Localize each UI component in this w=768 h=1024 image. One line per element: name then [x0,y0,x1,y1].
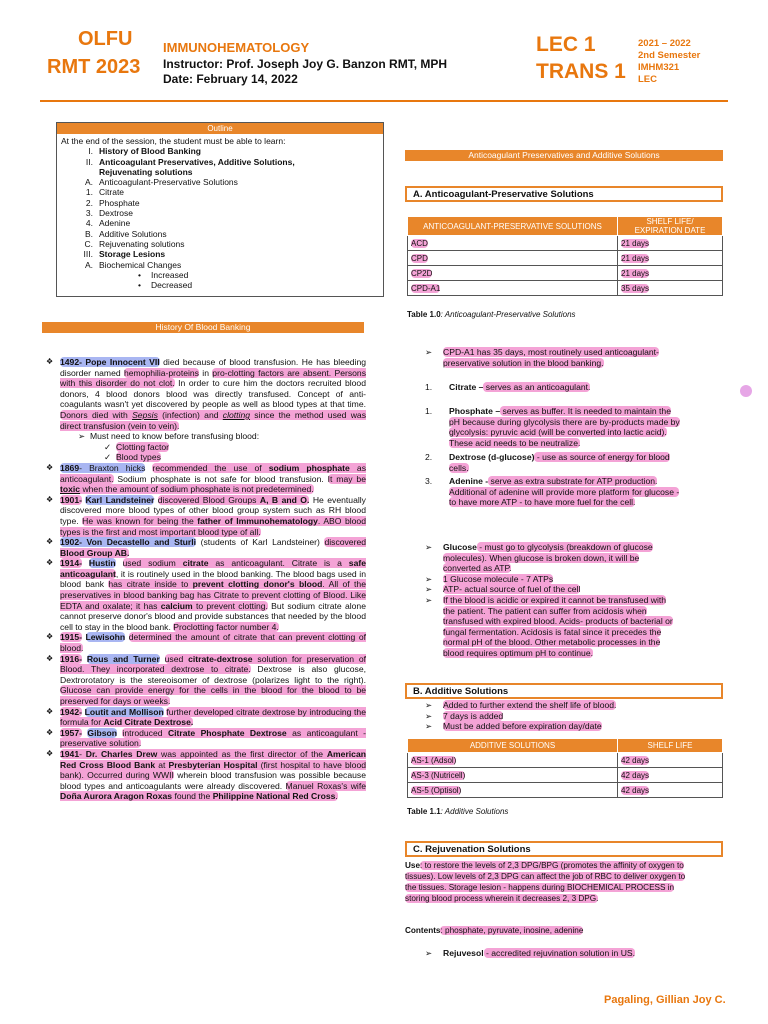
outline-item: 1. Citrate [85,187,125,198]
section-c-heading: C. Rejuvenation Solutions [405,841,723,857]
school-year: 2021 – 2022 [638,38,691,49]
history-1957: ❖ 1957- Gibson introduced Citrate Phosphate Dextrose as anticoagulant -preservative solution. [46,727,366,749]
table-row [408,236,723,251]
table2-header-solution: ADDITIVE SOLUTIONS [408,739,618,753]
batch-label: RMT 2023 [47,56,141,78]
citrate-item: 1. Citrate – serves as an anticoagulant. [425,382,591,392]
semester: 2nd Semester [638,50,701,61]
history-1901: ❖ 1901- Karl Landsteiner discovered Blood Groups A, B and O. He eventually discovered more blood types of other blood group system such as RH blood type. He was known for being the father of Immunohematology. ABO blood types is the first and most important blood type of all. [46,494,366,537]
history-1914: ❖ 1914- Hustin used sodium citrate as anticoagulant. Citrate is a safe anticoagulant, it is routinely used in the blood banking. The blood bags used in blood bank has citrate inside to prevent clotting donor's blood. All of the preservatives in blood banking bag has Citrate to prevent clotting of Blood. Like EDTA and oxalate; it has calcium to prevent clotting. But sodium citrate alone cannot preserve donor's blood and provide substances that needed by the blood cell to stay in the blood bank. Proclotting factor number 4. [46,558,366,632]
phosphate-item: 1. Phosphate – serves as buffer. It is needed to maintain the pH because during glycolysis there are by-products made by glycolysis: pyruvic acid (will be converted into lactic acid). These acid needs to be neutralize. [425,406,680,448]
cpda-note: ➢ CPD-A1 has 35 days, most routinely used anticoagulant- preservative solution in the blood banking. [425,347,659,368]
outline-item: Rejuvenating solutions [99,166,193,177]
shelf-life-cell: 42 days [618,768,723,783]
solution-cell: AS-1 (Adsol) [408,753,618,768]
solution-cell: AS-3 (Nutricell) [408,768,618,783]
adenine-item: 3. Adenine - serve as extra substrate for ATP production. Additional of adenine will provide more platform for glucose - to have more ATP - to have more fuel for the cell. [425,476,680,508]
solution-cell: CPD [408,251,618,266]
contents-line: Contents: phosphate, pyruvate, inosine, adenine [405,926,584,935]
history-check: ✓ Blood types [104,452,161,463]
outline-item: II. Anticoagulant Preservatives, Additive Solutions, [85,156,295,167]
outline-title: Outline [57,123,383,134]
outline-item: A. Biochemical Changes [84,259,182,270]
shelf-life-cell: 42 days [618,783,723,798]
shelf-life-cell: 21 days [618,251,723,266]
outline-box [56,122,384,297]
table-row [408,768,723,783]
outline-item: I. History of Blood Banking [88,146,201,157]
shelf-life-cell: 35 days [618,281,723,296]
dextrose-item: 2. Dextrose (d-glucose) - use as source of energy for blood cells. [425,452,670,473]
course-meta [638,38,700,86]
header-divider [40,100,728,102]
shelf-life-cell: 42 days [618,753,723,768]
outline-item: A. Anticoagulant-Preservative Solutions [84,177,238,188]
table-row [408,266,723,281]
instructor: Instructor: Prof. Joseph Joy G. Banzon RMT, MPH [163,57,448,71]
additive-table [407,738,723,798]
additive-bullets: ➢ Added to further extend the shelf life of blood. ➢ 7 days is added ➢ Must be added before expiration day/date [425,700,617,732]
history-1902: ❖ 1902- Von Decastello and Sturli (students of Karl Landsteiner) discovered Blood Group AB. [46,537,367,558]
solution-cell: CP2D [408,266,618,281]
page-header [0,0,768,110]
outline-bullet: • Decreased [138,280,193,291]
outline-item: C. Rejuvenating solutions [84,238,185,249]
course-code: IMHM321 [638,62,680,73]
lec-number: LEC 1 [536,33,596,56]
section-b-heading: B. Additive Solutions [405,683,723,699]
solution-cell: ACD [408,236,618,251]
rejuvesol-line: ➢ Rejuvesol - accredited rejuvination solution in US. [425,948,636,958]
history-section-title: History Of Blood Banking [42,322,364,333]
outline-bullet: • Increased [138,269,189,280]
solution-cell: CPD-A1 [408,281,618,296]
outline-body [57,134,383,290]
history-check: ✓ Clotting factor [104,441,170,452]
trans-number: TRANS 1 [536,60,626,83]
table-row [408,783,723,798]
history-1492: ❖ 1492- Pope Innocent VII died because of blood transfusion. He has bleeding disorder named hemophilia-proteins in pro-clotting factors are absent. Persons with this disorder do not clot. In order to cure him the doctors recruited blood donors, 4 blood donors blood was directly transfused. Concept of anti-coagulants wasn't yet discovered by people as well as blood types at that time. Donors died with Sepsis (infection) and clotting since the method used was direct transfusion (vein to vein). [46,357,367,431]
school-name: OLFU [78,28,133,50]
glucose-notes: ➢ Glucose - must go to glycolysis (breakdown of glucose molecules). When glucose is broken down, it will be converted as ATP. ➢ 1 Glucose molecule - 7 ATPs ➢ ATP- actual source of fuel of the cell ➢ If the blood is acidic or expired it cannot be transfused with the patient. The patient can suffer from acidosis when transfused with expired blood. Acids- products of bacterial or fungal fermentation. Acidosis is fatal since it precedes the normal pH of the blood. Other metabolic processes in the blood requires optimum pH to continue. [425,542,673,658]
history-column [46,357,367,802]
table-row [408,251,723,266]
anticoagulant-table [407,216,723,296]
section-a-heading: A. Anticoagulant-Preservative Solutions [405,186,723,202]
course-type: LEC [638,74,657,85]
outline-item: 2. Phosphate [85,197,140,208]
lecture-date: Date: February 14, 2022 [163,72,298,86]
outline-item: B. Additive Solutions [84,228,167,239]
solution-cell: AS-5 (Optisol) [408,783,618,798]
outline-item: III. Storage Lesions [83,249,166,260]
table1-header-solution: ANTICOAGULANT-PRESERVATIVE SOLUTIONS [408,217,618,236]
annotation-dot [740,385,752,397]
outline-item: 3. Dextrose [85,208,134,219]
table1-header-shelf: SHELF LIFE/ EXPIRATION DATE [618,217,723,236]
history-1916: ❖ 1916- Rous and Turner used citrate-dextrose solution for preservation of Blood. They incorporated dextrose to citrate. Dextrose is also glucose, Dextrorotatory is the stereoisomer of dextrose (polarizes light to the right). Glucose can provide energy for the cells in the blood for the blood to be preserved for days or weeks. [46,653,366,706]
shelf-life-cell: 21 days [618,266,723,281]
table-row [408,753,723,768]
table2-header-shelf: SHELF LIFE [618,739,723,753]
outline-intro: At the end of the session, the student must be able to learn: [61,136,286,146]
table-row [408,281,723,296]
history-1942: ❖ 1942- Loutit and Mollison further developed citrate dextrose by introducing the formula for Acid Citrate Dextrose. [46,706,366,728]
outline-item: 4. Adenine [85,218,131,229]
history-1941: ❖ 1941- Dr. Charles Drew was appointed as the first director of the American Red Cross Blood Bank at Presbyterian Hospital (first hospital to have blood bank). Occurred during WWII wherein blood transfusion was possible because blood types and anticoagulants were already discovered. Manuel Roxas's wife Doña Aurora Aragon Roxas found the Philippine National Red Cross. [46,748,367,802]
history-need-to-know: ➢ Must need to know before transfusing blood: [78,431,260,442]
author-footer: Pagaling, Gillian Joy C. [604,994,726,1006]
history-1869: ❖ 1869- Braxton hicks recommended the use of sodium phosphate as anticoagulant. Sodium phosphate is not safe for blood transfusion. It may be toxic when the amount of sodium phosphate is not predetermined. [46,462,366,495]
anticoagulant-section-title: Anticoagulant Preservatives and Additive Solutions [405,150,723,161]
rejuvenation-text: Use: to restore the levels of 2,3 DPG/BPG (promotes the affinity of oxygen to tissues). Low levels of 2,3 DPG can affect the job of RBC to deliver oxygen to the tissues. Storage lesion - happens during BIOCHEMICAL PROCESS in storing blood process wherein it decreases 2, 3 DPG. [405,861,686,903]
shelf-life-cell: 21 days [618,236,723,251]
table2-caption: Table 1.1: Additive Solutions [407,807,509,816]
table1-caption: Table 1.0: Anticoagulant-Preservative Solutions [407,310,576,319]
history-1915: ❖ 1915- Lewisohn determined the amount of citrate that can prevent clotting of blood. [46,632,366,654]
subject-title: IMMUNOHEMATOLOGY [163,40,310,55]
